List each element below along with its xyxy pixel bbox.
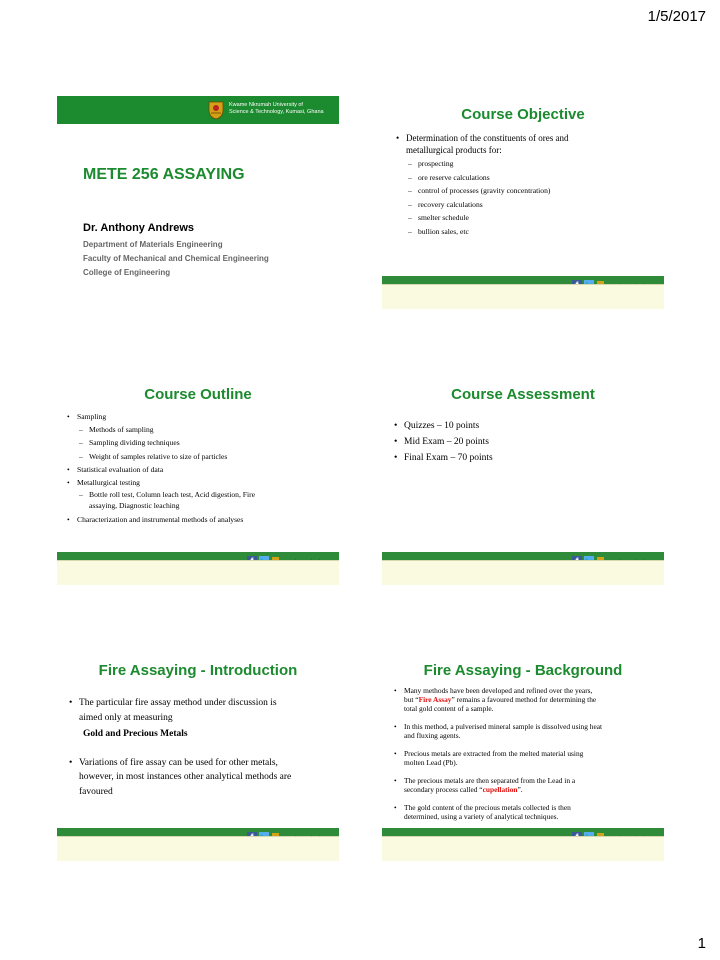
list-item: • Precious metals are extracted from the melted material using molten Lead (Pb).	[394, 749, 660, 767]
outline-list	[67, 410, 335, 526]
university-name: Kwame Nkrumah University of Science & Technology, Kumasi, Ghana	[229, 102, 324, 115]
slide-fire-assay-intro	[57, 648, 339, 860]
list-item: • Quizzes – 10 points	[394, 418, 656, 434]
list-item: • Final Exam – 70 points	[394, 450, 656, 466]
page-date: 1/5/2017	[647, 8, 706, 25]
slide-heading: Course Assessment	[451, 386, 595, 403]
list-item: • Determination of the constituents of ores and metallurgical products for:	[396, 132, 658, 156]
list-subitem: – Bottle roll test, Column leach test, Acid digestion, Fire assaying, Diagnostic leaching	[67, 489, 335, 511]
author-name: Dr. Anthony Andrews	[83, 222, 195, 234]
list-subitem: – control of processes (gravity concentration)	[396, 184, 658, 198]
list-item: • Characterization and instrumental methods of analyses	[67, 513, 335, 526]
list-item: • The particular fire assay method under discussion is aimed only at measuring	[69, 696, 335, 725]
slide-heading: Course Objective	[461, 106, 585, 123]
list-item: • Statistical evaluation of data	[67, 463, 335, 476]
list-item: • Many methods have been developed and refined over the years, but “Fire Assay” remains a favoured method for determining the total gold content of a sample.	[394, 686, 660, 713]
university-banner	[57, 96, 339, 124]
footer-strip	[57, 836, 339, 861]
list-item: • The precious metals are then separated from the Lead in a secondary process called “cupellation”.	[394, 776, 660, 794]
list-subitem: – Sampling dividing techniques	[67, 436, 335, 449]
list-subitem: – smelter schedule	[396, 211, 658, 225]
footer-strip	[382, 836, 664, 861]
course-title: METE 256 ASSAYING	[83, 166, 245, 183]
slide-heading: Course Outline	[144, 386, 252, 403]
assessment-list	[394, 418, 656, 466]
list-item: • Variations of fire assay can be used for other metals, however, in most instances other analytical methods are favoured	[69, 756, 335, 800]
list-subitem: – recovery calculations	[396, 198, 658, 212]
slide-fire-assay-background	[382, 648, 664, 860]
slide-heading: Fire Assaying - Background	[423, 662, 623, 679]
list-subitem: – Weight of samples relative to size of particles	[67, 450, 335, 463]
footer-strip	[382, 284, 664, 309]
list-subitem: – ore reserve calculations	[396, 171, 658, 185]
slide-title	[57, 96, 339, 308]
list-item: • Sampling	[67, 410, 335, 423]
list-subitem: – bullion sales, etc	[396, 225, 658, 239]
slide-course-outline	[57, 372, 339, 584]
slide-course-assessment	[382, 372, 664, 584]
list-item: • Mid Exam – 20 points	[394, 434, 656, 450]
objective-list	[396, 132, 658, 238]
list-subitem: – Methods of sampling	[67, 423, 335, 436]
slide-course-objective	[382, 96, 664, 308]
slide-heading: Fire Assaying - Introduction	[98, 662, 298, 679]
list-item: • In this method, a pulverised mineral sample is dissolved using heat and fluxing agents.	[394, 722, 660, 740]
list-item: • Metallurgical testing	[67, 476, 335, 489]
list-item: • The gold content of the precious metals collected is then determined, using a variety of analytical techniques.	[394, 803, 660, 821]
background-text	[394, 686, 660, 821]
footer-strip	[382, 560, 664, 585]
author-affiliation: Department of Materials Engineering Faculty of Mechanical and Chemical Engineering College of Engineering	[83, 240, 269, 277]
highlight-text: Gold and Precious Metals	[83, 729, 188, 739]
footer-strip	[57, 560, 339, 585]
intro-text	[69, 696, 335, 799]
page-number: 1	[697, 935, 706, 952]
university-crest-icon	[207, 100, 225, 120]
list-subitem: – prospecting	[396, 157, 658, 171]
